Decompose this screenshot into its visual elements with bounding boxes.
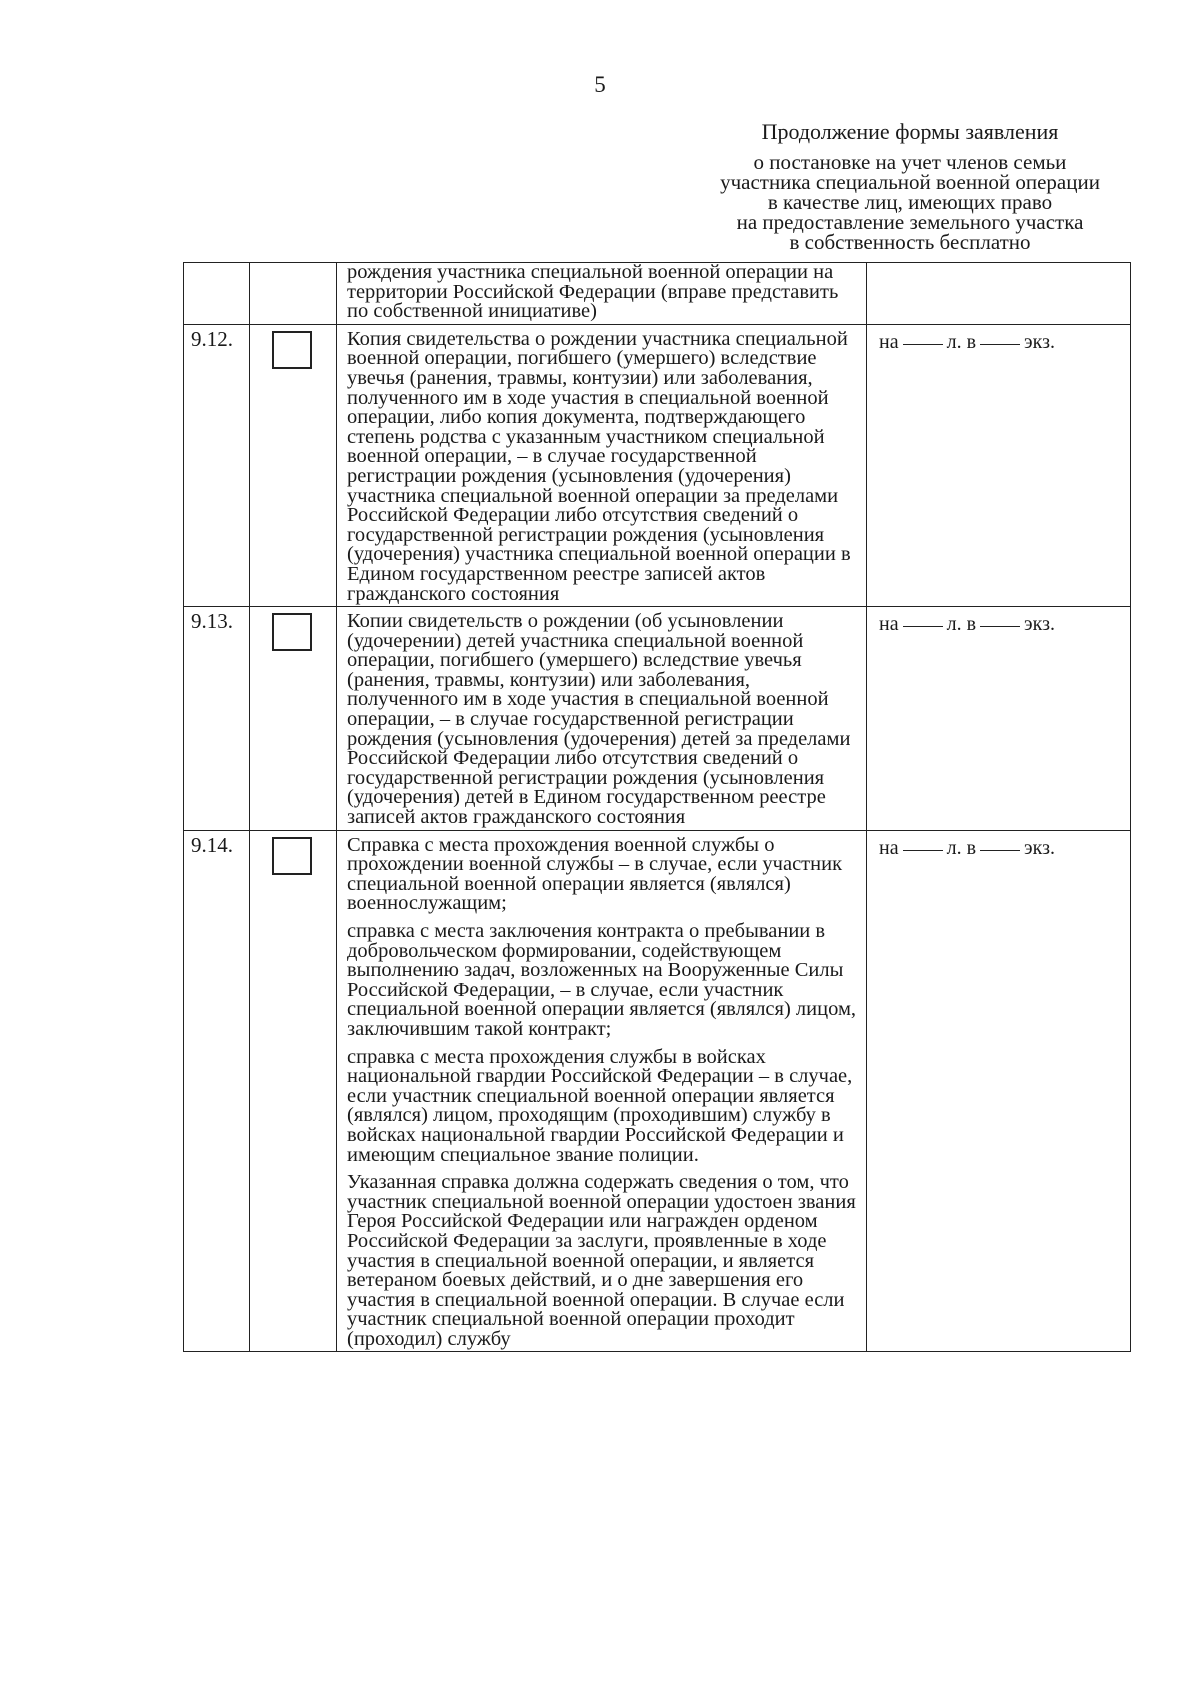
document-description (337, 607, 866, 830)
header-line: в собственность бесплатно (789, 230, 1031, 254)
table-row-9-13 (184, 607, 1131, 831)
documents-table (183, 262, 1131, 1352)
row-number: 9.14. (191, 832, 233, 857)
document-description (337, 325, 866, 606)
copies-prefix: на (879, 330, 899, 353)
description-paragraph: справка с места прохождения службы в войсках национальной гвардии Российской Федерации – в случае, если участник специальной военной операции является (являлся) лицом, проходящим (проходившим) службу в войсках национальной гвардии Российской Федерации и имеющим специальное звание полиции. (347, 1045, 853, 1166)
description-paragraph: Копия свидетельства о рождении участника специальной военной операции, погибшего (умершего) вследствие увечья (ранения, травмы, контузии) или заболевания, полученного им в ходе участия в специальной военной операции, либо копия документа, подтверждающего степень родства с указанным участником специальной военной операции, – в случае государственной регистрации рождения (усыновления (удочерения) участника специальной военной операции за пределами Российской Федерации либо отсутствия сведений о государственной регистрации рождения (усыновления (удочерения) участника специальной военной операции в Едином государственном реестре записей актов гражданского состояния (347, 327, 851, 605)
copies-cell (867, 324, 1131, 606)
description-paragraph: справка с места заключения контракта о пребывании в добровольческом формировании, содействующем выполнению задач, возложенных на Вооруженные Силы Российской Федерации, – в случае, если участник специальной военной операции является (являлся) лицом, заключившим такой контракт; (347, 920, 857, 1040)
description-cell (337, 830, 867, 1352)
copies-count-field (867, 831, 1130, 859)
description-cell (337, 607, 867, 831)
sheets-blank[interactable] (903, 850, 943, 851)
checkbox-cell (250, 324, 337, 606)
row-number: 9.13. (191, 609, 233, 634)
copies-cell (867, 830, 1131, 1352)
copies-blank[interactable] (980, 850, 1020, 851)
row-number-cell (184, 830, 250, 1352)
table-row-9-14 (184, 830, 1131, 1352)
header-line: о постановке на учет членов семьи (753, 150, 1067, 174)
sheets-blank[interactable] (903, 344, 943, 345)
description-cell (337, 263, 867, 325)
copies-prefix: на (879, 613, 899, 636)
copies-cell (867, 607, 1131, 831)
copies-blank[interactable] (980, 626, 1020, 627)
description-paragraph: Справка с места прохождения военной службы о прохождении военной службы – в случае, если участник специальной военной операции является (являлся) военнослужащим; (347, 833, 843, 915)
continuation-text: рождения участника специальной военной операции на территории Российской Федерации (вправе представить по собственной инициативе) (347, 261, 839, 323)
copies-count-field (867, 325, 1130, 353)
table-row-continuation (184, 263, 1131, 325)
copies-suffix: экз. (1024, 613, 1055, 636)
checkbox-cell (250, 830, 337, 1352)
checkbox-cell (250, 263, 337, 325)
row-number-cell (184, 607, 250, 831)
row-number-cell (184, 324, 250, 606)
table-row-9-12 (184, 324, 1131, 606)
copies-prefix: на (879, 836, 899, 859)
description-paragraph: Указанная справка должна содержать сведения о том, что участник специальной военной операции удостоен звания Героя Российской Федерации или награжден орденом Российской Федерации за заслуги, проявленные в ходе участия в специальной военной операции, и является ветераном боевых действий, и о дне завершения его участия в специальной военной операции. В случае если участник специальной военной операции проходит (проходил) службу (347, 1171, 856, 1350)
row-number-cell (184, 263, 250, 325)
form-continuation-header (660, 118, 1160, 252)
copies-mid: л. в (946, 613, 977, 636)
description-cell (337, 324, 867, 606)
header-line: в качестве лиц, имеющих право (767, 190, 1053, 214)
copies-mid: л. в (946, 836, 977, 859)
document-checkbox[interactable] (272, 613, 312, 651)
copies-cell (867, 263, 1131, 325)
copies-suffix: экз. (1024, 836, 1055, 859)
document-checkbox[interactable] (272, 331, 312, 369)
description-paragraph: Копии свидетельств о рождении (об усыновлении (удочерении) детей участника специальной военной операции, погибшего (умершего) вследствие увечья (ранения, травмы, контузии) или заболевания, полученного им в ходе участия в специальной военной операции, – в случае государственной регистрации рождения (усыновления (удочерения) детей за пределами Российской Федерации либо отсутствия сведений о государственной регистрации рождения (усыновления (удочерения) детей в Едином государственном реестре записей актов гражданского состояния (347, 610, 851, 829)
header-line: участника специальной военной операции (720, 170, 1100, 194)
document-checkbox[interactable] (272, 837, 312, 875)
checkbox-cell (250, 607, 337, 831)
copies-blank[interactable] (980, 344, 1020, 345)
page-number: 5 (594, 72, 606, 97)
header-line: на предоставление земельного участка (736, 210, 1084, 234)
sheets-blank[interactable] (903, 626, 943, 627)
copies-suffix: экз. (1024, 330, 1055, 353)
row-number: 9.12. (191, 326, 233, 351)
header-title: Продолжение формы заявления (761, 119, 1059, 144)
copies-mid: л. в (946, 330, 977, 353)
document-description (337, 831, 866, 1352)
copies-count-field (867, 607, 1130, 635)
